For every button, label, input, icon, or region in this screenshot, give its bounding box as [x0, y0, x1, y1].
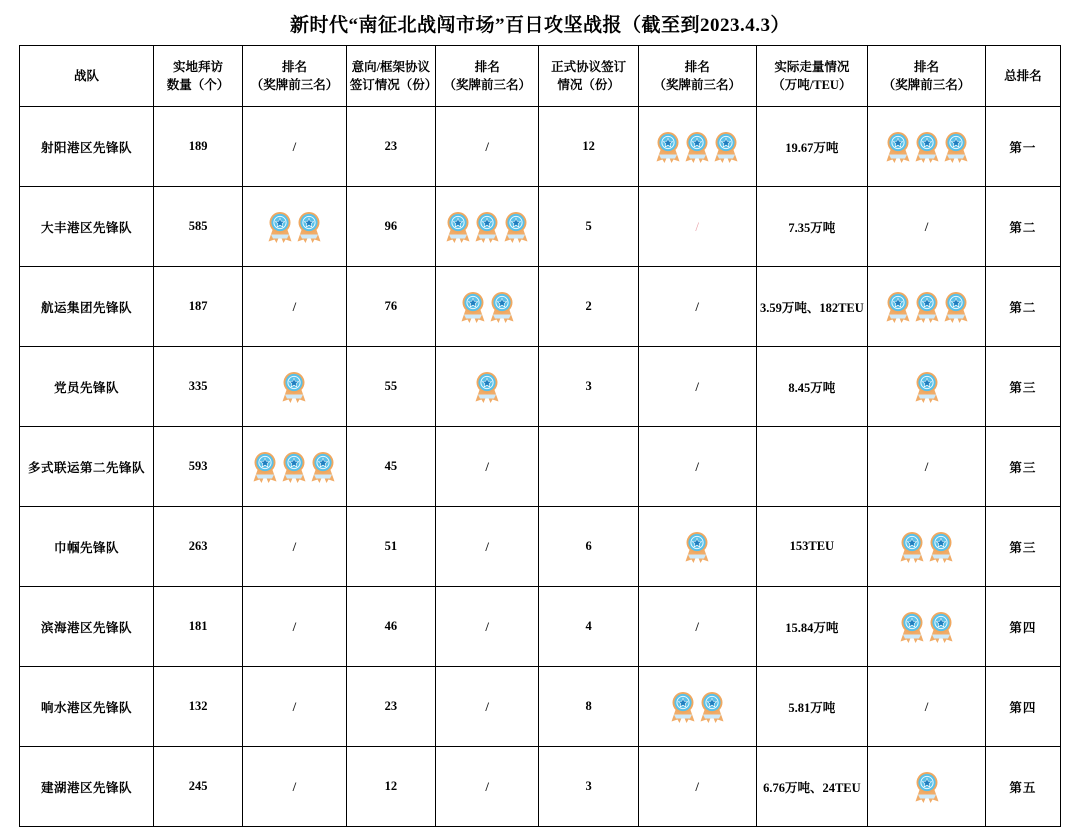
table-row — [20, 267, 1061, 347]
cell-intent-rank — [435, 667, 538, 747]
cell-intent-rank — [435, 747, 538, 827]
column-header-line1: 总排名 — [1004, 68, 1042, 83]
medal-icon — [684, 130, 710, 164]
column-header-line2: 数量（个） — [166, 78, 230, 92]
cell-team-name: 巾帼先锋队 — [20, 507, 154, 587]
medal-icon — [928, 610, 954, 644]
cell-visit-rank — [243, 267, 346, 347]
column-header-line1: 排名 — [474, 59, 500, 74]
no-rank-slash: / — [485, 698, 490, 714]
cell-visit-rank — [243, 187, 346, 267]
medal-icon — [914, 290, 940, 324]
column-header-line2: （奖牌前三名） — [250, 78, 339, 92]
column-header-line2: （奖牌前三名） — [653, 78, 741, 92]
medal-icon — [655, 130, 681, 164]
cell-volume: 6.76万吨、24TEU — [756, 747, 868, 827]
cell-intent-count: 46 — [346, 587, 435, 667]
medal-icon — [296, 210, 322, 244]
cell-intent-count: 45 — [346, 427, 435, 507]
cell-intent-rank — [435, 427, 538, 507]
cell-intent-rank — [435, 507, 538, 587]
cell-total-rank: 第三 — [985, 507, 1060, 587]
column-header-volume — [756, 46, 868, 107]
column-header-line2: 情况（份） — [557, 78, 620, 92]
medal-icon — [943, 130, 969, 164]
cell-formal-rank — [638, 347, 756, 427]
column-header-line2: （奖牌前三名） — [882, 78, 971, 92]
cell-intent-count: 12 — [346, 747, 435, 827]
medal-icon — [713, 130, 739, 164]
medal-icon — [281, 450, 307, 484]
column-header-volume-rank — [868, 46, 986, 107]
column-header-intent-rank — [435, 46, 538, 107]
cell-volume-rank — [868, 667, 986, 747]
cell-total-rank: 第五 — [985, 747, 1060, 827]
cell-total-rank: 第二 — [985, 187, 1060, 267]
battle-report-table — [19, 45, 1061, 827]
cell-volume: 153TEU — [756, 507, 868, 587]
cell-visit-rank — [243, 747, 346, 827]
cell-formal-rank — [638, 667, 756, 747]
cell-total-rank: 第四 — [985, 667, 1060, 747]
medal-icon — [699, 690, 725, 724]
column-header-line1: 实际走量情况 — [774, 59, 850, 74]
no-rank-slash: / — [292, 778, 297, 794]
cell-formal-count: 6 — [539, 507, 638, 587]
cell-visit-rank — [243, 507, 346, 587]
cell-visit-count: 181 — [153, 587, 242, 667]
no-rank-slash: / — [695, 778, 700, 794]
table-row — [20, 347, 1061, 427]
no-rank-slash: / — [292, 298, 297, 314]
medal-group — [871, 530, 982, 564]
cell-visit-rank — [243, 587, 346, 667]
cell-formal-rank — [638, 187, 756, 267]
cell-visit-rank — [243, 427, 346, 507]
medal-icon — [445, 210, 471, 244]
cell-visit-count: 189 — [153, 107, 242, 187]
cell-intent-rank — [435, 587, 538, 667]
column-header-formal-agreements — [539, 46, 638, 107]
cell-volume-rank — [868, 267, 986, 347]
medal-icon — [310, 450, 336, 484]
medal-group — [246, 210, 342, 244]
cell-formal-count: 12 — [539, 107, 638, 187]
table-row — [20, 667, 1061, 747]
table-row — [20, 587, 1061, 667]
cell-formal-count — [539, 427, 638, 507]
medal-icon — [914, 370, 940, 404]
cell-visit-count: 263 — [153, 507, 242, 587]
cell-volume: 5.81万吨 — [756, 667, 868, 747]
medal-group — [871, 370, 982, 404]
cell-intent-count: 96 — [346, 187, 435, 267]
cell-formal-rank — [638, 747, 756, 827]
cell-volume-rank — [868, 187, 986, 267]
medal-icon — [899, 530, 925, 564]
cell-formal-count: 2 — [539, 267, 638, 347]
table-row — [20, 507, 1061, 587]
cell-intent-count: 55 — [346, 347, 435, 427]
cell-formal-rank — [638, 107, 756, 187]
table-row — [20, 747, 1061, 827]
cell-visit-count: 585 — [153, 187, 242, 267]
column-header-line1: 正式协议签订 — [551, 59, 627, 74]
medal-group — [642, 530, 753, 564]
cell-total-rank: 第四 — [985, 587, 1060, 667]
cell-volume-rank — [868, 427, 986, 507]
cell-total-rank: 第三 — [985, 427, 1060, 507]
table-body — [20, 107, 1061, 827]
medal-group — [871, 130, 982, 164]
cell-team-name: 建湖港区先锋队 — [20, 747, 154, 827]
column-header-total-rank — [985, 46, 1060, 107]
medal-group — [871, 290, 982, 324]
cell-formal-count: 4 — [539, 587, 638, 667]
cell-formal-count: 3 — [539, 347, 638, 427]
cell-formal-count: 5 — [539, 187, 638, 267]
cell-intent-rank — [435, 267, 538, 347]
cell-formal-rank — [638, 507, 756, 587]
cell-total-rank: 第二 — [985, 267, 1060, 347]
cell-volume: 7.35万吨 — [756, 187, 868, 267]
medal-group — [439, 370, 535, 404]
table-header-row — [20, 46, 1061, 107]
column-header-visits-rank — [243, 46, 346, 107]
medal-group — [439, 290, 535, 324]
medal-icon — [899, 610, 925, 644]
cell-volume — [756, 427, 868, 507]
column-header-team — [20, 46, 154, 107]
no-rank-slash: / — [292, 138, 297, 154]
no-rank-slash: / — [292, 538, 297, 554]
medal-icon — [670, 690, 696, 724]
no-rank-slash: / — [695, 378, 700, 394]
medal-group — [439, 210, 535, 244]
page-title: 新时代“南征北战闯市场”百日攻坚战报（截至到2023.4.3） — [289, 15, 790, 36]
cell-intent-rank — [435, 107, 538, 187]
table-row — [20, 107, 1061, 187]
cell-volume: 3.59万吨、182TEU — [756, 267, 868, 347]
cell-volume-rank — [868, 347, 986, 427]
cell-intent-count: 23 — [346, 667, 435, 747]
column-header-line2: （奖牌前三名） — [443, 78, 531, 92]
medal-icon — [503, 210, 529, 244]
no-rank-slash: / — [924, 218, 929, 234]
medal-group — [871, 610, 982, 644]
no-rank-slash: / — [924, 698, 929, 714]
medal-icon — [914, 770, 940, 804]
cell-intent-count: 76 — [346, 267, 435, 347]
table-row — [20, 187, 1061, 267]
cell-visit-rank — [243, 667, 346, 747]
cell-volume-rank — [868, 747, 986, 827]
cell-volume-rank — [868, 107, 986, 187]
no-rank-slash: / — [695, 218, 700, 234]
cell-formal-count: 8 — [539, 667, 638, 747]
cell-formal-count: 3 — [539, 747, 638, 827]
column-header-line1: 战队 — [73, 68, 99, 83]
column-header-line2: 签订情况（份） — [349, 78, 438, 92]
no-rank-slash: / — [485, 778, 490, 794]
cell-volume: 8.45万吨 — [756, 347, 868, 427]
medal-icon — [489, 290, 515, 324]
medal-icon — [928, 530, 954, 564]
no-rank-slash: / — [695, 458, 700, 474]
medal-icon — [914, 130, 940, 164]
medal-icon — [252, 450, 278, 484]
cell-visit-rank — [243, 107, 346, 187]
medal-icon — [460, 290, 486, 324]
cell-team-name: 大丰港区先锋队 — [20, 187, 154, 267]
cell-intent-rank — [435, 347, 538, 427]
column-header-line1: 意向/框架协议 — [351, 59, 431, 74]
column-header-line1: 排名 — [913, 59, 939, 74]
cell-team-name: 射阳港区先锋队 — [20, 107, 154, 187]
column-header-visits — [153, 46, 242, 107]
cell-team-name: 滨海港区先锋队 — [20, 587, 154, 667]
no-rank-slash: / — [292, 698, 297, 714]
no-rank-slash: / — [292, 618, 297, 634]
cell-visit-count: 132 — [153, 667, 242, 747]
cell-formal-rank — [638, 587, 756, 667]
cell-visit-count: 245 — [153, 747, 242, 827]
cell-team-name: 多式联运第二先锋队 — [20, 427, 154, 507]
cell-visit-count: 187 — [153, 267, 242, 347]
cell-formal-rank — [638, 427, 756, 507]
column-header-intent-agreements — [346, 46, 438, 107]
column-header-line1: 排名 — [684, 59, 710, 74]
column-header-line1: 排名 — [281, 59, 307, 74]
no-rank-slash: / — [924, 458, 929, 474]
column-header-line2: （万吨/TEU） — [772, 78, 852, 92]
cell-volume-rank — [868, 507, 986, 587]
cell-total-rank: 第三 — [985, 347, 1060, 427]
medal-icon — [885, 130, 911, 164]
no-rank-slash: / — [485, 618, 490, 634]
no-rank-slash: / — [485, 138, 490, 154]
cell-visit-count: 593 — [153, 427, 242, 507]
no-rank-slash: / — [695, 298, 700, 314]
cell-visit-count: 335 — [153, 347, 242, 427]
medal-group — [246, 450, 342, 484]
cell-volume: 19.67万吨 — [756, 107, 868, 187]
no-rank-slash: / — [485, 458, 490, 474]
cell-total-rank: 第一 — [985, 107, 1060, 187]
medal-group — [871, 770, 982, 804]
medal-icon — [281, 370, 307, 404]
medal-group — [246, 370, 342, 404]
no-rank-slash: / — [485, 538, 490, 554]
cell-intent-rank — [435, 187, 538, 267]
cell-volume-rank — [868, 587, 986, 667]
medal-icon — [943, 290, 969, 324]
medal-group — [642, 690, 753, 724]
cell-team-name: 党员先锋队 — [20, 347, 154, 427]
medal-icon — [267, 210, 293, 244]
table-row — [20, 427, 1061, 507]
medal-group — [642, 130, 753, 164]
cell-team-name: 响水港区先锋队 — [20, 667, 154, 747]
cell-team-name: 航运集团先锋队 — [20, 267, 154, 347]
no-rank-slash: / — [695, 618, 700, 634]
medal-icon — [474, 370, 500, 404]
cell-intent-count: 23 — [346, 107, 435, 187]
medal-icon — [684, 530, 710, 564]
cell-visit-rank — [243, 347, 346, 427]
cell-intent-count: 51 — [346, 507, 435, 587]
medal-icon — [885, 290, 911, 324]
cell-volume: 15.84万吨 — [756, 587, 868, 667]
table-header — [20, 46, 1061, 107]
column-header-line1: 实地拜访 — [173, 59, 224, 74]
cell-formal-rank — [638, 267, 756, 347]
medal-icon — [474, 210, 500, 244]
column-header-formal-rank — [638, 46, 756, 107]
